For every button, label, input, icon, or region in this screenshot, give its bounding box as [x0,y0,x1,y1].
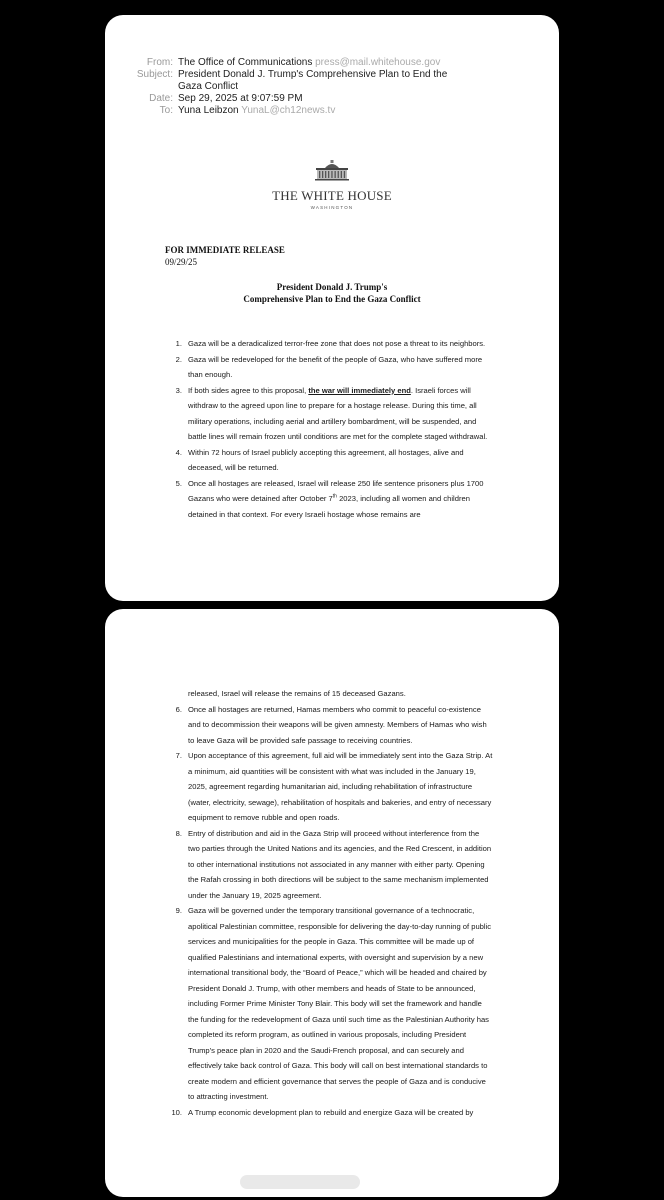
watermark-smudge [240,1175,360,1189]
item-number: 6. [175,704,182,714]
list-item [175,748,493,826]
white-house-building-icon [315,159,349,181]
email-subject: President Donald J. Trump's Comprehensive Plan to End the Gaza Conflict [178,69,448,92]
release-label: FOR IMMEDIATE RELEASE [165,245,285,255]
list-item [175,336,493,352]
item-text-intro: Once all hostages are released, Israel will release 250 life sentence prisoners plus 1700 Gazans who were detained after October 7 [188,478,484,503]
item-number: 7. [175,751,182,760]
item-text: Gaza will be redeveloped for the benefit of the people of Gaza, who have suffered more than enough. [188,354,483,379]
to-address: YunaL@ch12news.tv [241,105,336,116]
from-label: From: [146,57,173,68]
document-title [105,281,559,305]
white-house-wordmark: THE WHITE HOUSE [272,188,392,203]
list-item [175,383,493,445]
white-house-logo [105,159,559,210]
item-text: Gaza will be a deradicalized terror-free zone that does not pose a threat to its neighbors. [188,339,486,348]
item-text-rest: 2023, including all women and children detained in that context. For every Israeli hostage whose remains are [188,494,470,519]
plan-list-page-2 [171,686,493,1120]
item-number: 10. [171,1107,182,1117]
item-text-intro: If both sides agree to this proposal, [188,385,309,395]
email-subject-row [105,69,559,93]
item-text: Entry of distribution and aid in the Gaza Strip will proceed without interference from the two parties through the United Nations and its agencies, and the Red Crescent, in addition to other international institutions not associated in any manner with either party. Opening the Rafah crossing in both directions will be subject to the same mechanism implemented under the January 19, 2025 agreement. [188,828,492,900]
list-item [175,445,493,476]
list-item [175,903,493,1105]
item-text: Within 72 hours of Israel publicly accepting this agreement, all hostages, alive and deceased, will be returned. [188,447,464,472]
item-number: 4. [175,447,182,457]
date-label: Date: [149,93,173,104]
release-date: 09/29/25 [165,257,198,267]
item-number: 5. [175,478,182,488]
from-name: The Office of Communications [178,57,313,68]
email-to-row [105,105,559,117]
item-number: 8. [175,828,182,838]
item-text: Once all hostages are returned, Hamas members who commit to peaceful co-existence and to decommission their weapons will be given amnesty. Members of Hamas who wish to leave Gaza will be provided safe passage to receiving countries. [188,704,487,745]
item-text: Upon acceptance of this agreement, full aid will be immediately sent into the Gaza Strip. At a minimum, aid quantities will be consistent with what was included in the January 19, 2025, agreement regarding humanitarian aid, including rehabilitation of infrastructure (water, electricity, sewage), rehabilitation of hospitals and bakeries, and entry of necessary equipment to remove rubble and open roads. [188,751,493,822]
email-date-row [105,93,559,105]
list-item [175,826,493,904]
plan-list-page-1 [175,336,493,522]
item-text: Gaza will be governed under the temporary transitional governance of a technocratic, apolitical Palestinian committee, responsible for delivering the day-to-day running of public services and municipalities for the people in Gaza. This committee will be made up of qualified Palestinians and international experts, with oversight and supervision by a new international transitional body, the “Board of Peace,” which will be headed and chaired by President Donald J. Trump, with other members and heads of State to be announced, including Former Prime Minister Tony Blair. This body will set the framework and handle the funding for the redevelopment of Gaza until such time as the Palestinian Authority has completed its reform program, as outlined in various proposals, including President Trump's peace plan in 2020 and the Saudi-French proposal, and can securely and effectively take back control of Gaza. This body will call on best international standards to create modern and efficient governance that serves the people of Gaza and is conducive to attracting investment. [188,906,492,1101]
list-item [175,702,493,749]
document-page-1 [105,15,559,601]
document-page-2 [105,609,559,1197]
item-number: 3. [175,385,182,395]
list-item-continuation [188,686,493,702]
white-house-subtitle: WASHINGTON [310,205,354,210]
item-text: A Trump economic development plan to rebuild and energize Gaza will be created by [188,1107,474,1117]
from-address: press@mail.whitehouse.gov [315,57,441,68]
item-number: 9. [175,906,182,915]
email-from-row [105,57,559,69]
ordinal-suffix: th [332,493,337,500]
title-line-1: President Donald J. Trump's [276,282,388,292]
release-block [165,244,285,268]
list-item [171,1105,493,1121]
email-header [105,57,559,117]
item-number: 1. [175,339,182,348]
title-line-2: Comprehensive Plan to End the Gaza Conflict [243,294,421,304]
list-item [175,476,493,523]
item-text: released, Israel will release the remains of 15 deceased Gazans. [188,689,406,698]
emphasized-text: the war will immediately end [308,385,411,395]
item-text-rest: . Israeli forces will withdraw to the agreed upon line to prepare for a hostage release. During this time, all military operations, including aerial and artillery bombardment, will be suspended, and battle lines will remain frozen until conditions are met for the complete staged withdrawal. [188,385,488,441]
item-number: 2. [175,354,182,364]
subject-label: Subject: [136,69,173,80]
to-label: To: [159,105,173,116]
list-item [175,352,493,383]
to-name: Yuna Leibzon [178,105,239,116]
email-date: Sep 29, 2025 at 9:07:59 PM [178,93,303,104]
